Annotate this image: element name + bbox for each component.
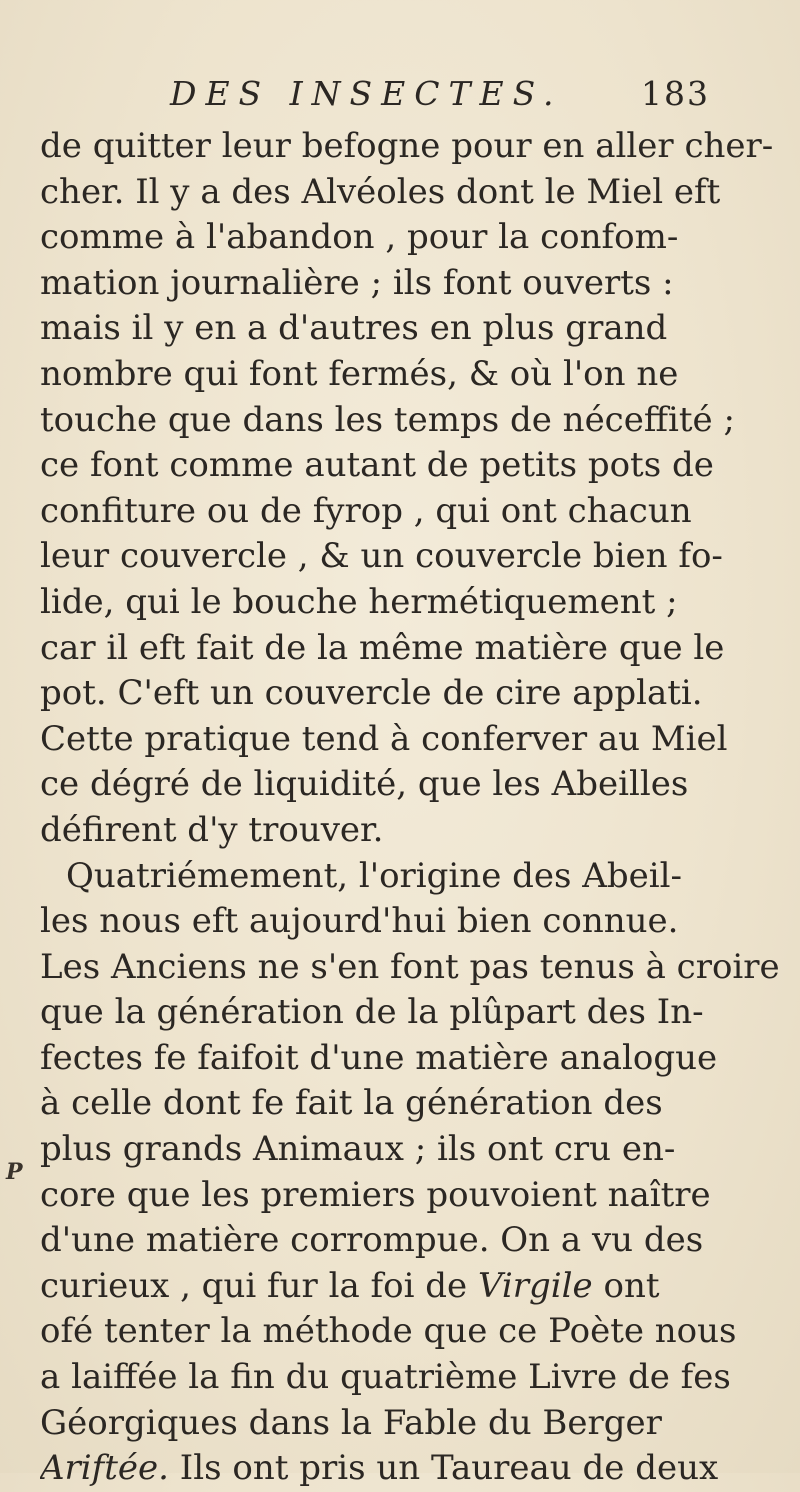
text-line: lide, qui le bouche hermétiquement ; (40, 581, 678, 622)
text-line (40, 1264, 780, 1310)
italic-name-aristee: Ariftée. (40, 1448, 169, 1489)
text-line: Les Anciens ne s'en font pas tenus à croire (40, 946, 780, 987)
italic-name-virgile: Virgile (477, 1265, 593, 1306)
text-line: Cette pratique tend à conferver au Miel (40, 718, 728, 759)
text-line: leur couvercle , & un couvercle bien fo- (40, 536, 723, 577)
text-line: ce font comme autant de petits pots de (40, 445, 714, 486)
text-line: pot. C'eft un couvercle de cire applati. (40, 673, 703, 714)
text-line: touche que dans les temps de néceffité ; (40, 399, 735, 440)
margin-mark: P (6, 1159, 23, 1185)
text-line: défirent d'y trouver. (40, 809, 384, 850)
text-line: Géorgiques dans la Fable du Berger (40, 1402, 662, 1443)
text-line: d'une matière corrompue. On a vu des (40, 1220, 704, 1261)
text-line: car il eft fait de la même matière que le (40, 627, 725, 668)
text-line: mais il y en a d'autres en plus grand (40, 308, 668, 349)
text-line: nombre qui font fermés, & où l'on ne (40, 353, 679, 394)
text-line: ofé tenter la méthode que ce Poète nous (40, 1311, 737, 1352)
text-run: curieux , qui fur la foi de (40, 1265, 478, 1306)
text-line: les nous eft aujourd'hui bien connue. (40, 901, 679, 942)
text-run: Ils ont pris un Taureau de deux (168, 1448, 719, 1489)
text-line: ce dégré de liquidité, que les Abeilles (40, 764, 689, 805)
text-line (40, 1446, 780, 1492)
text-line: de quitter leur befogne pour en aller cher- (40, 126, 774, 166)
text-line: plus grands Animaux ; ils ont cru en- (40, 1129, 676, 1170)
text-line: à celle dont fe fait la génération des (40, 1083, 663, 1124)
running-head-title: DES INSECTES. (170, 74, 563, 113)
text-line: core que les premiers pouvoient naître (40, 1174, 711, 1215)
text-line: cher. Il y a des Alvéoles dont le Miel eft (40, 171, 721, 212)
text-line: comme à l'abandon , pour la confom- (40, 217, 679, 258)
text-line: confiture ou de fyrop , qui ont chacun (40, 490, 692, 531)
body-text (40, 124, 780, 1492)
paragraph-start-line: Quatriémement, l'origine des Abeil- (66, 855, 682, 896)
text-line: fectes fe faifoit d'une matière analogue (40, 1037, 718, 1078)
text-run: ont (592, 1265, 660, 1306)
text-line: a laiffée la fin du quatrième Livre de fes (40, 1357, 731, 1398)
running-head (170, 74, 710, 122)
text-line: que la génération de la plûpart des In- (40, 992, 704, 1033)
page-number: 183 (641, 74, 710, 113)
text-line: mation journalière ; ils font ouverts : (40, 262, 674, 303)
